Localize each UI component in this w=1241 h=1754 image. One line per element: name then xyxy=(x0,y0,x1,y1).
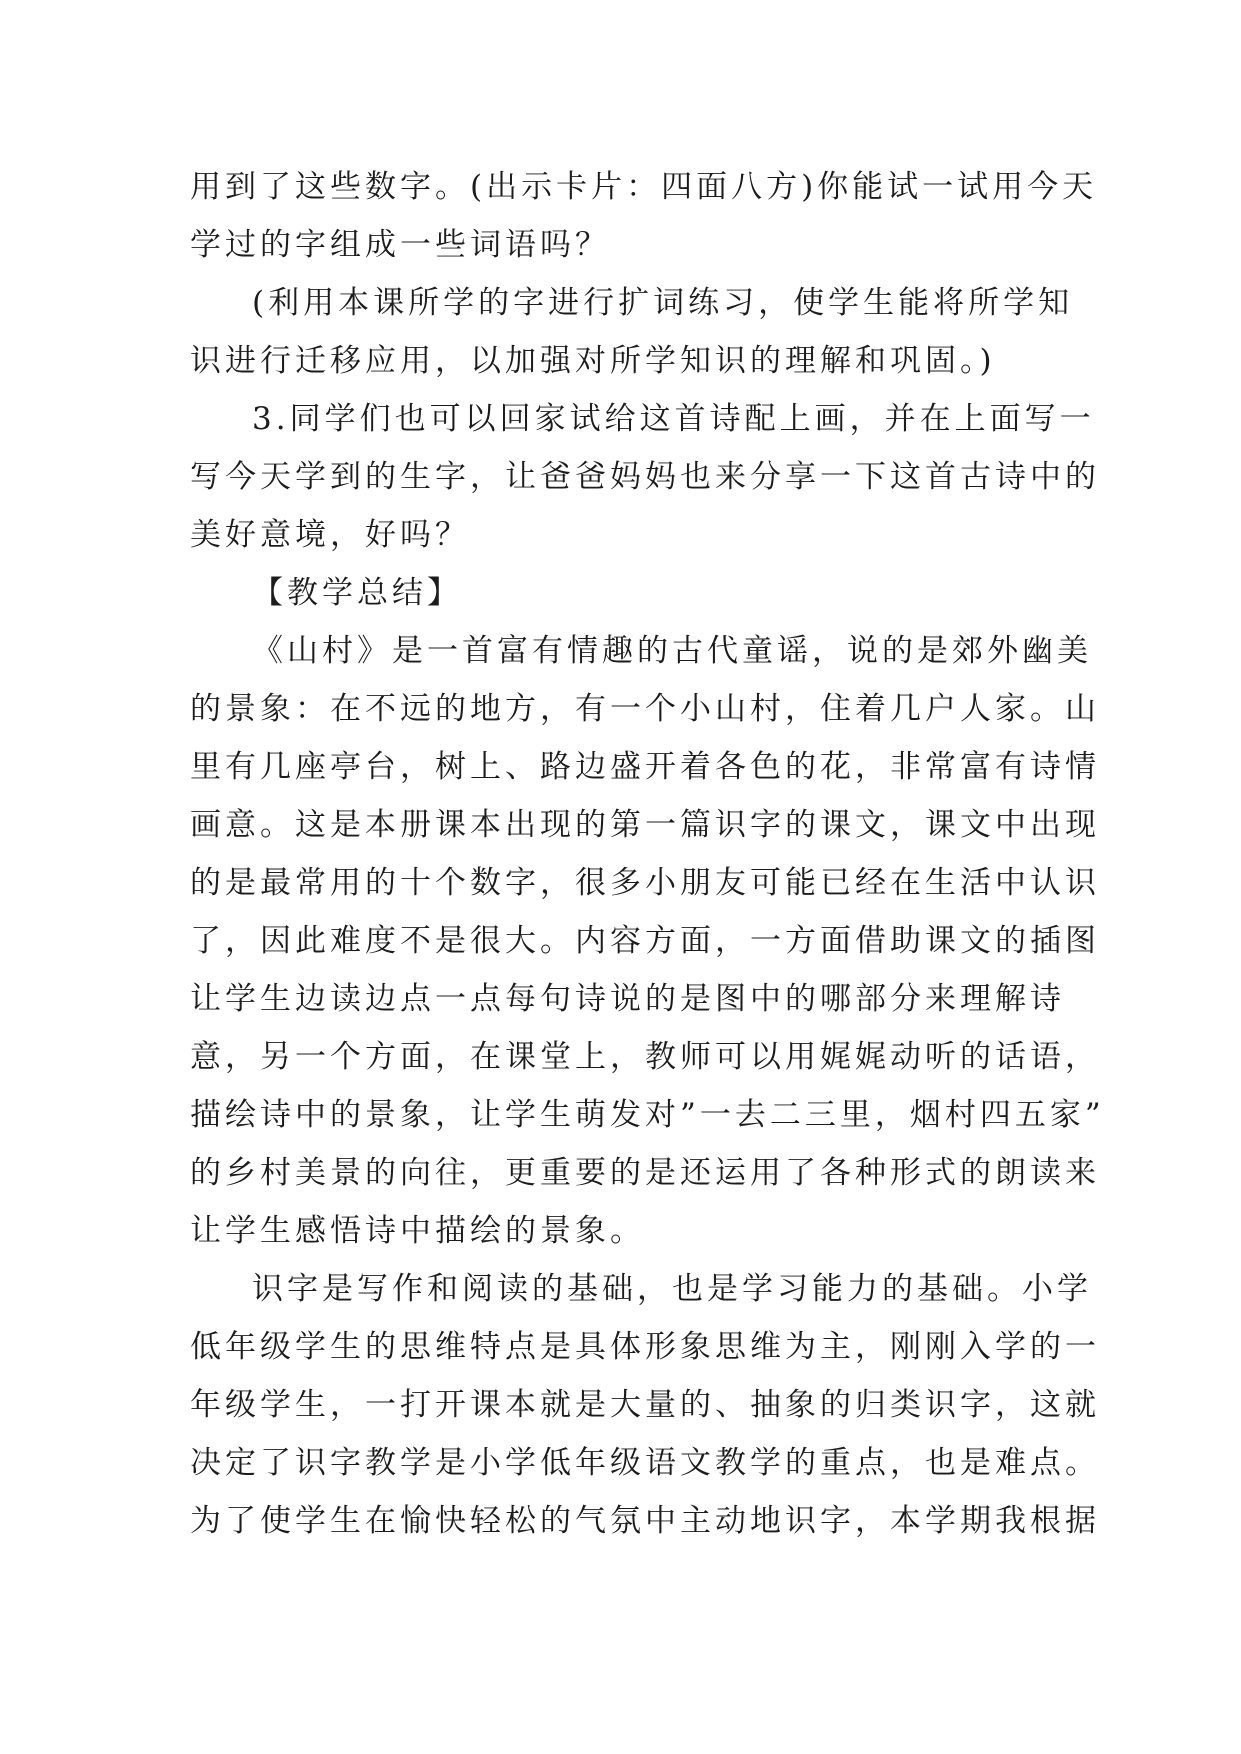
text-line: 的乡村美景的向往，更重要的是还运用了各种形式的朗读来 xyxy=(190,1155,1100,1191)
text-line: 学过的字组成一些词语吗？ xyxy=(190,227,610,263)
text-line: 3.同学们也可以回家试给这首诗配上画，并在上面写一 xyxy=(252,401,1095,437)
text-line: 为了使学生在愉快轻松的气氛中主动地识字，本学期我根据 xyxy=(190,1503,1100,1539)
text-line: 识进行迁移应用，以加强对所学知识的理解和巩固。) xyxy=(190,343,996,379)
text-line: 写今天学到的生字，让爸爸妈妈也来分享一下这首古诗中的 xyxy=(190,459,1100,495)
text-line: 年级学生，一打开课本就是大量的、抽象的归类识字，这就 xyxy=(190,1387,1100,1423)
text-line: 的景象：在不远的地方，有一个小山村，住着几户人家。山 xyxy=(190,691,1100,727)
text-line: 意，另一个方面，在课堂上，教师可以用娓娓动听的话语， xyxy=(190,1039,1100,1075)
text-line: 的是最常用的十个数字，很多小朋友可能已经在生活中认识 xyxy=(190,865,1100,901)
text-line: 美好意境，好吗？ xyxy=(190,517,470,553)
text-line: 低年级学生的思维特点是具体形象思维为主，刚刚入学的一 xyxy=(190,1329,1100,1365)
text-line: 让学生边读边点一点每句诗说的是图中的哪部分来理解诗 xyxy=(190,981,1065,1017)
text-line: 画意。这是本册课本出现的第一篇识字的课文，课文中出现 xyxy=(190,807,1100,843)
text-line: 决定了识字教学是小学低年级语文教学的重点，也是难点。 xyxy=(190,1445,1100,1481)
text-line: 里有几座亭台，树上、路边盛开着各色的花，非常富有诗情 xyxy=(190,749,1100,785)
text-line: 用到了这些数字。(出示卡片：四面八方)你能试一试用今天 xyxy=(190,169,1098,205)
text-line: 让学生感悟诗中描绘的景象。 xyxy=(190,1213,645,1249)
text-line: 了，因此难度不是很大。内容方面，一方面借助课文的插图 xyxy=(190,923,1100,959)
document-page xyxy=(190,158,1105,1550)
text-line: 识字是写作和阅读的基础，也是学习能力的基础。小学 xyxy=(252,1271,1092,1307)
section-heading: 【教学总结】 xyxy=(252,575,462,611)
text-line: 《山村》是一首富有情趣的古代童谣，说的是郊外幽美 xyxy=(252,633,1092,669)
text-line: (利用本课所学的字进行扩词练习，使学生能将所学知 xyxy=(252,285,1074,321)
text-line: 描绘诗中的景象，让学生萌发对”一去二三里，烟村四五家” xyxy=(190,1097,1105,1133)
